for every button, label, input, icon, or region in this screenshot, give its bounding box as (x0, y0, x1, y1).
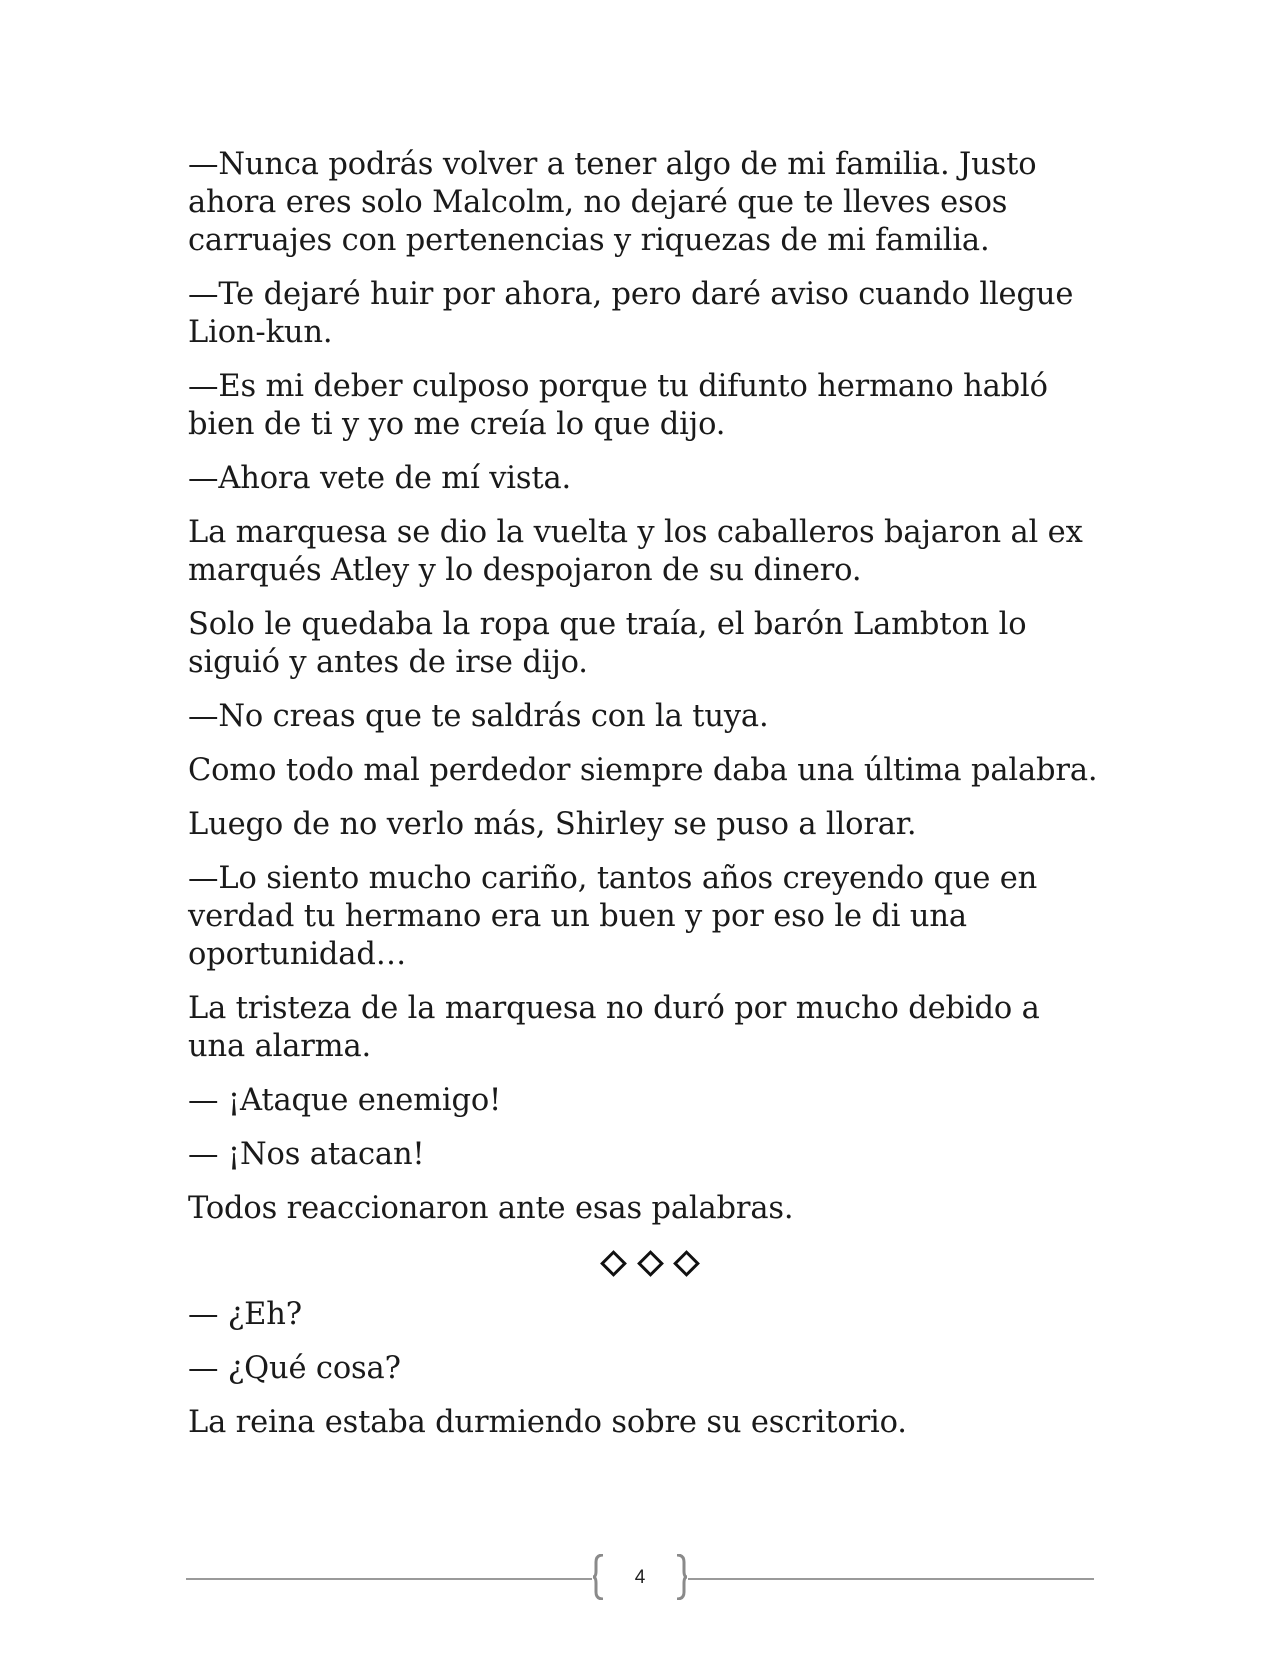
diamond-icon (637, 1250, 664, 1277)
page-body (188, 146, 1100, 1458)
right-bracket-icon (674, 1554, 688, 1600)
page-footer (186, 1550, 1094, 1606)
paragraph: —Nunca podrás volver a tener algo de mi familia. Justo ahora eres solo Malcolm, no dejaré que te lleves esos carruajes con pertenencias y riquezas de mi familia. (188, 147, 1037, 258)
paragraph: — ¿Eh? (188, 1297, 302, 1332)
paragraph: La marquesa se dio la vuelta y los caballeros bajaron al ex marqués Atley y lo despojaron de su dinero. (188, 515, 1083, 588)
left-bracket-icon (592, 1554, 606, 1600)
paragraph: — ¿Qué cosa? (188, 1351, 401, 1386)
footer-rule-right (688, 1578, 1094, 1580)
paragraph: —No creas que te saldrás con la tuya. (188, 699, 769, 734)
paragraph: — ¡Ataque enemigo! (188, 1083, 502, 1118)
paragraph: Luego de no verlo más, Shirley se puso a llorar. (188, 807, 917, 842)
diamond-icon (673, 1250, 700, 1277)
paragraph: Todos reaccionaron ante esas palabras. (188, 1191, 794, 1226)
paragraph: La reina estaba durmiendo sobre su escritorio. (188, 1405, 907, 1440)
scene-separator (188, 1244, 1100, 1282)
footer-rule-left (186, 1578, 592, 1580)
paragraph: La tristeza de la marquesa no duró por mucho debido a una alarma. (188, 991, 1040, 1064)
paragraph: —Ahora vete de mí vista. (188, 461, 572, 496)
diamond-icon (600, 1250, 627, 1277)
page-number: 4 (634, 1567, 646, 1588)
paragraph: Como todo mal perdedor siempre daba una última palabra. (188, 753, 1098, 788)
paragraph: —Lo siento mucho cariño, tantos años creyendo que en verdad tu hermano era un buen y por eso le di una oportunidad… (188, 861, 1038, 972)
paragraph: — ¡Nos atacan! (188, 1137, 425, 1172)
paragraph: Solo le quedaba la ropa que traía, el barón Lambton lo siguió y antes de irse dijo. (188, 607, 1027, 680)
paragraph: —Te dejaré huir por ahora, pero daré aviso cuando llegue Lion-kun. (188, 277, 1074, 350)
paragraph: —Es mi deber culposo porque tu difunto hermano habló bien de ti y yo me creía lo que dijo. (188, 369, 1048, 442)
page-number-box (592, 1550, 688, 1606)
